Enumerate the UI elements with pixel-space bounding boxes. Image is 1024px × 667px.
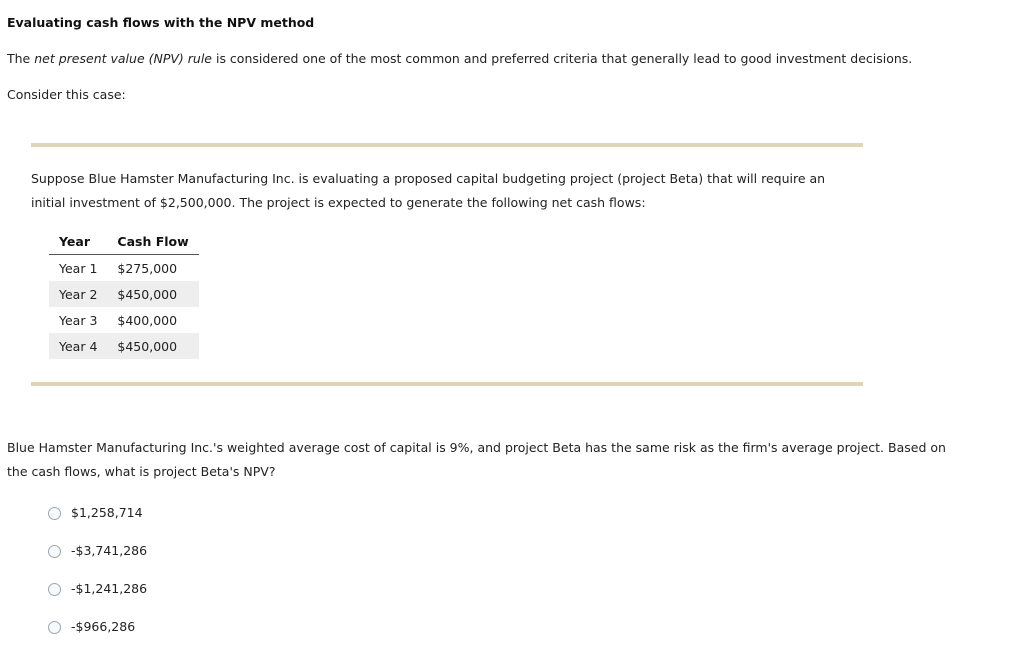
cash-flow-cell: $400,000 [117,312,178,328]
cash-flow-table [49,229,199,359]
intro-prefix: The [7,51,35,66]
option-label: -$3,741,286 [71,543,148,558]
table-row [49,307,199,333]
intro-suffix: is considered one of the most common and preferred criteria that generally lead to good investment decisions. [212,51,913,66]
option-label: -$966,286 [71,619,136,634]
table-row [49,333,199,359]
table-row [49,255,199,282]
intro-text [7,51,912,66]
year-cell: Year 2 [49,281,107,307]
header-year: Year [49,229,107,255]
table-row [49,281,199,307]
cash-flow-cell: $450,000 [107,281,198,307]
table-header-row [49,229,199,255]
header-cash-flow: Cash Flow [107,229,198,255]
consider-label: Consider this case: [7,87,126,102]
bottom-divider [31,382,863,386]
cash-flow-cell: $450,000 [107,333,198,359]
scenario-text: Suppose Blue Hamster Manufacturing Inc. is evaluating a proposed capital budgeting project (project Beta) that will require an initial investment of $2,500,000. The project is expected to generate the following net cash flows: [31,171,826,210]
radio-button[interactable] [48,507,61,520]
answer-option-4[interactable] [48,617,147,655]
option-label: $1,258,714 [71,505,143,520]
answer-option-3[interactable] [48,579,147,617]
intro-emphasis: net present value (NPV) rule [34,51,212,66]
answer-options [48,503,147,655]
radio-button[interactable] [48,545,61,558]
top-divider [31,143,863,147]
page-title: Evaluating cash flows with the NPV method [7,15,315,30]
option-label: -$1,241,286 [71,581,148,596]
cash-flow-cell: $275,000 [117,260,178,276]
question-text: Blue Hamster Manufacturing Inc.'s weighted average cost of capital is 9%, and project Beta has the same risk as the firm's average project. Based on the cash flows, what is project Beta's NPV? [7,440,946,479]
answer-option-1[interactable] [48,503,147,541]
year-cell: Year 1 [59,260,98,276]
year-cell: Year 4 [49,333,107,359]
radio-button[interactable] [48,583,61,596]
year-cell: Year 3 [59,312,98,328]
radio-button[interactable] [48,621,61,634]
answer-option-2[interactable] [48,541,147,579]
